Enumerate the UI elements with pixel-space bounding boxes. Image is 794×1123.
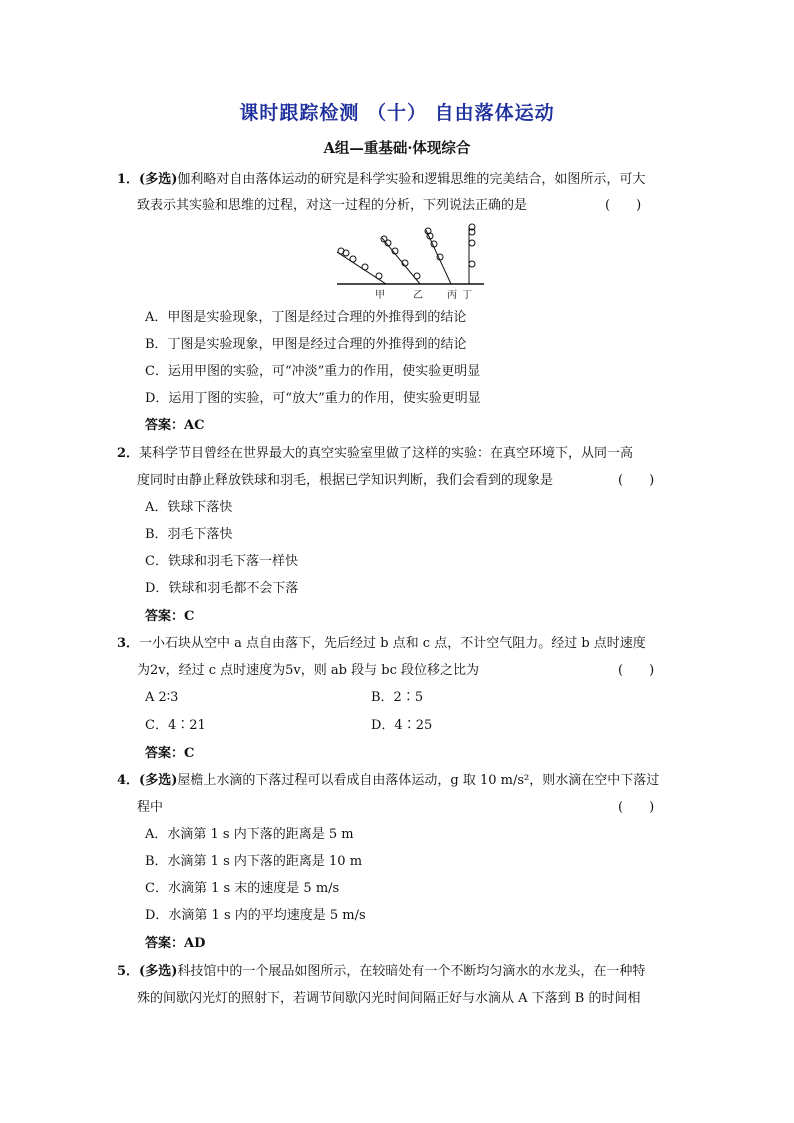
option-d: D．运用丁图的实验，可“放大”重力的作用，使实验更明显 <box>145 391 481 406</box>
multi-select-tag: (多选) <box>139 172 178 187</box>
option-b: B．2∶5 <box>371 690 424 705</box>
question-number: 4． <box>117 773 140 788</box>
option-a: A 2∶3 <box>145 690 179 705</box>
question-stem: 科技馆中的一个展品如图所示，在较暗处有一个不断均匀滴水的水龙头，在一种特 <box>177 964 646 979</box>
galileo-incline-figure <box>334 218 494 304</box>
ball-icon <box>469 240 475 246</box>
option-a: A．水滴第 1 s 内下落的距离是 5 m <box>145 827 354 842</box>
ball-icon <box>350 256 356 262</box>
question-4-line-2: 程中 <box>137 800 164 815</box>
ball-icon <box>414 273 420 279</box>
multi-select-tag: (多选) <box>139 964 178 979</box>
question-5-line-1 <box>117 964 645 980</box>
option-c: C．运用甲图的实验，可“冲淡”重力的作用，使实验更明显 <box>145 364 481 379</box>
ball-icon <box>376 273 382 279</box>
option-c: C．4∶21 <box>145 718 206 733</box>
answer-blank: ( ) <box>618 800 655 815</box>
ball-icon <box>362 264 368 270</box>
answer-line: 答案：AC <box>145 418 205 433</box>
answer-line: 答案：AD <box>145 936 206 951</box>
figure-label-jia: 甲 <box>375 290 385 301</box>
question-2-line-2: 度同时由静止释放铁球和羽毛，根据已学知识判断，我们会看到的现象是 <box>137 473 554 488</box>
option-b: B．丁图是实验现象，甲图是经过合理的外推得到的结论 <box>145 337 467 352</box>
page-title: 课时跟踪检测 （十） 自由落体运动 <box>239 102 555 124</box>
question-3-line-2: 为2v，经过 c 点时速度为5v，则 ab 段与 bc 段位移之比为 <box>137 663 479 678</box>
question-stem: 某科学节目曾经在世界最大的真空实验室里做了这样的实验：在真空环境下，从同一高 <box>139 446 634 461</box>
ball-icon <box>469 261 475 267</box>
question-1-line-2: 致表示其实验和思维的过程，对这一过程的分析，下列说法正确的是 <box>137 198 528 213</box>
option-c: C．水滴第 1 s 末的速度是 5 m/s <box>145 881 340 896</box>
multi-select-tag: (多选) <box>139 773 178 788</box>
question-3-line-1 <box>117 636 646 652</box>
question-5-line-2: 殊的间歇闪光灯的照射下，若调节间歇闪光时间间隔正好与水滴从 A 下落到 B 的时间相 <box>137 991 641 1006</box>
incline-bing <box>426 230 451 284</box>
answer-blank: ( ) <box>605 198 642 213</box>
option-a: A．铁球下落快 <box>145 500 233 515</box>
section-subtitle: A组—重基础·体现综合 <box>323 140 471 157</box>
figure-label-ding: 丁 <box>462 290 472 301</box>
answer-blank: ( ) <box>618 473 655 488</box>
option-d: D．4∶25 <box>371 718 433 733</box>
option-b: B．羽毛下落快 <box>145 527 233 542</box>
option-d: D．铁球和羽毛都不会下落 <box>145 581 299 596</box>
figure-label-bing: 丙 <box>447 290 457 301</box>
figure-label-yi: 乙 <box>413 290 423 301</box>
answer-blank: ( ) <box>618 663 655 678</box>
ball-icon <box>343 250 349 256</box>
question-number: 3． <box>117 636 140 651</box>
question-number: 2． <box>117 446 140 461</box>
option-c: C．铁球和羽毛下落一样快 <box>145 554 298 569</box>
option-d: D．水滴第 1 s 内的平均速度是 5 m/s <box>145 908 366 923</box>
question-4-line-1 <box>117 773 659 789</box>
question-number: 1． <box>117 172 140 187</box>
answer-line: 答案：C <box>145 746 195 761</box>
question-2-line-1 <box>117 446 633 462</box>
question-number: 5． <box>117 964 140 979</box>
option-a: A．甲图是实验现象，丁图是经过合理的外推得到的结论 <box>145 310 467 325</box>
question-1-line-1 <box>117 172 645 188</box>
option-b: B．水滴第 1 s 内下落的距离是 10 m <box>145 854 363 869</box>
question-stem: 伽利略对自由落体运动的研究是科学实验和逻辑思维的完美结合，如图所示，可大 <box>177 172 646 187</box>
question-stem: 一小石块从空中 a 点自由落下，先后经过 b 点和 c 点，不计空气阻力。经过 b 点时速度 <box>139 636 646 651</box>
answer-line: 答案：C <box>145 609 195 624</box>
question-stem: 屋檐上水滴的下落过程可以看成自由落体运动，g 取 10 m/s²，则水滴在空中下落过 <box>177 773 660 788</box>
